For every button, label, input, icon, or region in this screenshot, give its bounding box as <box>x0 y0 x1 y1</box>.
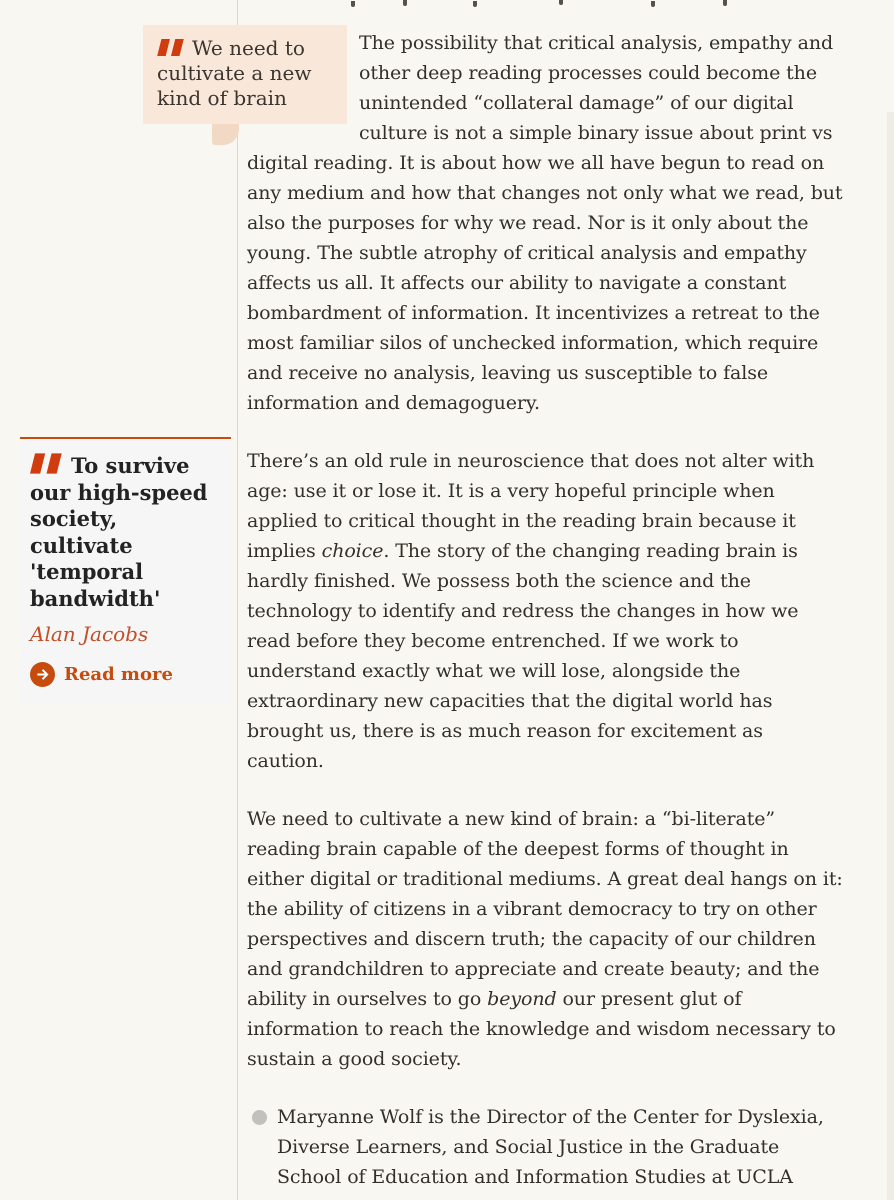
article-body <box>247 0 845 1192</box>
read-more-link[interactable] <box>30 662 221 687</box>
pull-quote-bubble <box>143 25 347 124</box>
related-article-card[interactable] <box>20 437 231 703</box>
paragraph-3: We need to cultivate a new kind of brain: a “bi-literate” reading brain capable of the deepest forms of thought in either digital or traditional mediums. A great deal hangs on it: the ability of citizens in a vibrant democracy to try on other perspectives and discern truth; the capacity of our children and grandchildren to appreciate and create beauty; and the ability in ourselves to go beyond our present glut of information to reach the knowledge and wisdom necessary to sustain a good society. <box>247 808 843 1070</box>
pull-quote-tail <box>212 124 239 145</box>
bullet-icon <box>252 1110 267 1125</box>
related-card-author: Alan Jacobs <box>30 622 149 646</box>
footnote-text: Maryanne Wolf is the Director of the Center for Dyslexia, Diverse Learners, and Social Justice in the Graduate School of Education and Information Studies at UCLA <box>277 1106 824 1188</box>
double-quote-marks-icon <box>157 39 185 56</box>
paragraph-2: There’s an old rule in neuroscience that does not alter with age: use it or lose it. It is a very hopeful principle when applied to critical thought in the reading brain because it implies choice. The story of the changing reading brain is hardly finished. We possess both the science and the technology to identify and redress the changes in how we read before they become entrenched. If we work to understand exactly what we will lose, alongside the extraordinary new capacities that the digital world has brought us, there is as much reason for excitement as caution. <box>247 450 815 772</box>
column-divider <box>237 0 238 1200</box>
double-quote-marks-icon <box>30 453 63 474</box>
page-right-edge <box>887 112 894 1200</box>
pull-quote-text: We need to cultivate a new kind of brain <box>157 36 312 110</box>
arrow-right-circle-icon[interactable] <box>30 662 55 687</box>
author-footnote <box>247 1102 845 1192</box>
paragraph-1-text: The possibility that critical analysis, empathy and other deep reading processes could become the unintended “collateral damage” of our digital culture is not a simple binary issue about print vs digital reading. It is about how we all have begun to read on any medium and how that changes not only what we read, but also the purposes for why we read. Nor is it only about the young. The subtle atrophy of critical analysis and empathy affects us all. It affects our ability to navigate a constant bombardment of information. It incentivizes a retreat to the most familiar silos of unchecked information, which require and receive no analysis, leaving us susceptible to false information and demagoguery. <box>247 32 843 414</box>
related-card-headline: To survive our high-speed society, cultivate 'temporal bandwidth' <box>30 453 208 611</box>
clipped-text-fragments <box>351 0 781 8</box>
read-more-label: Read more <box>64 664 173 685</box>
